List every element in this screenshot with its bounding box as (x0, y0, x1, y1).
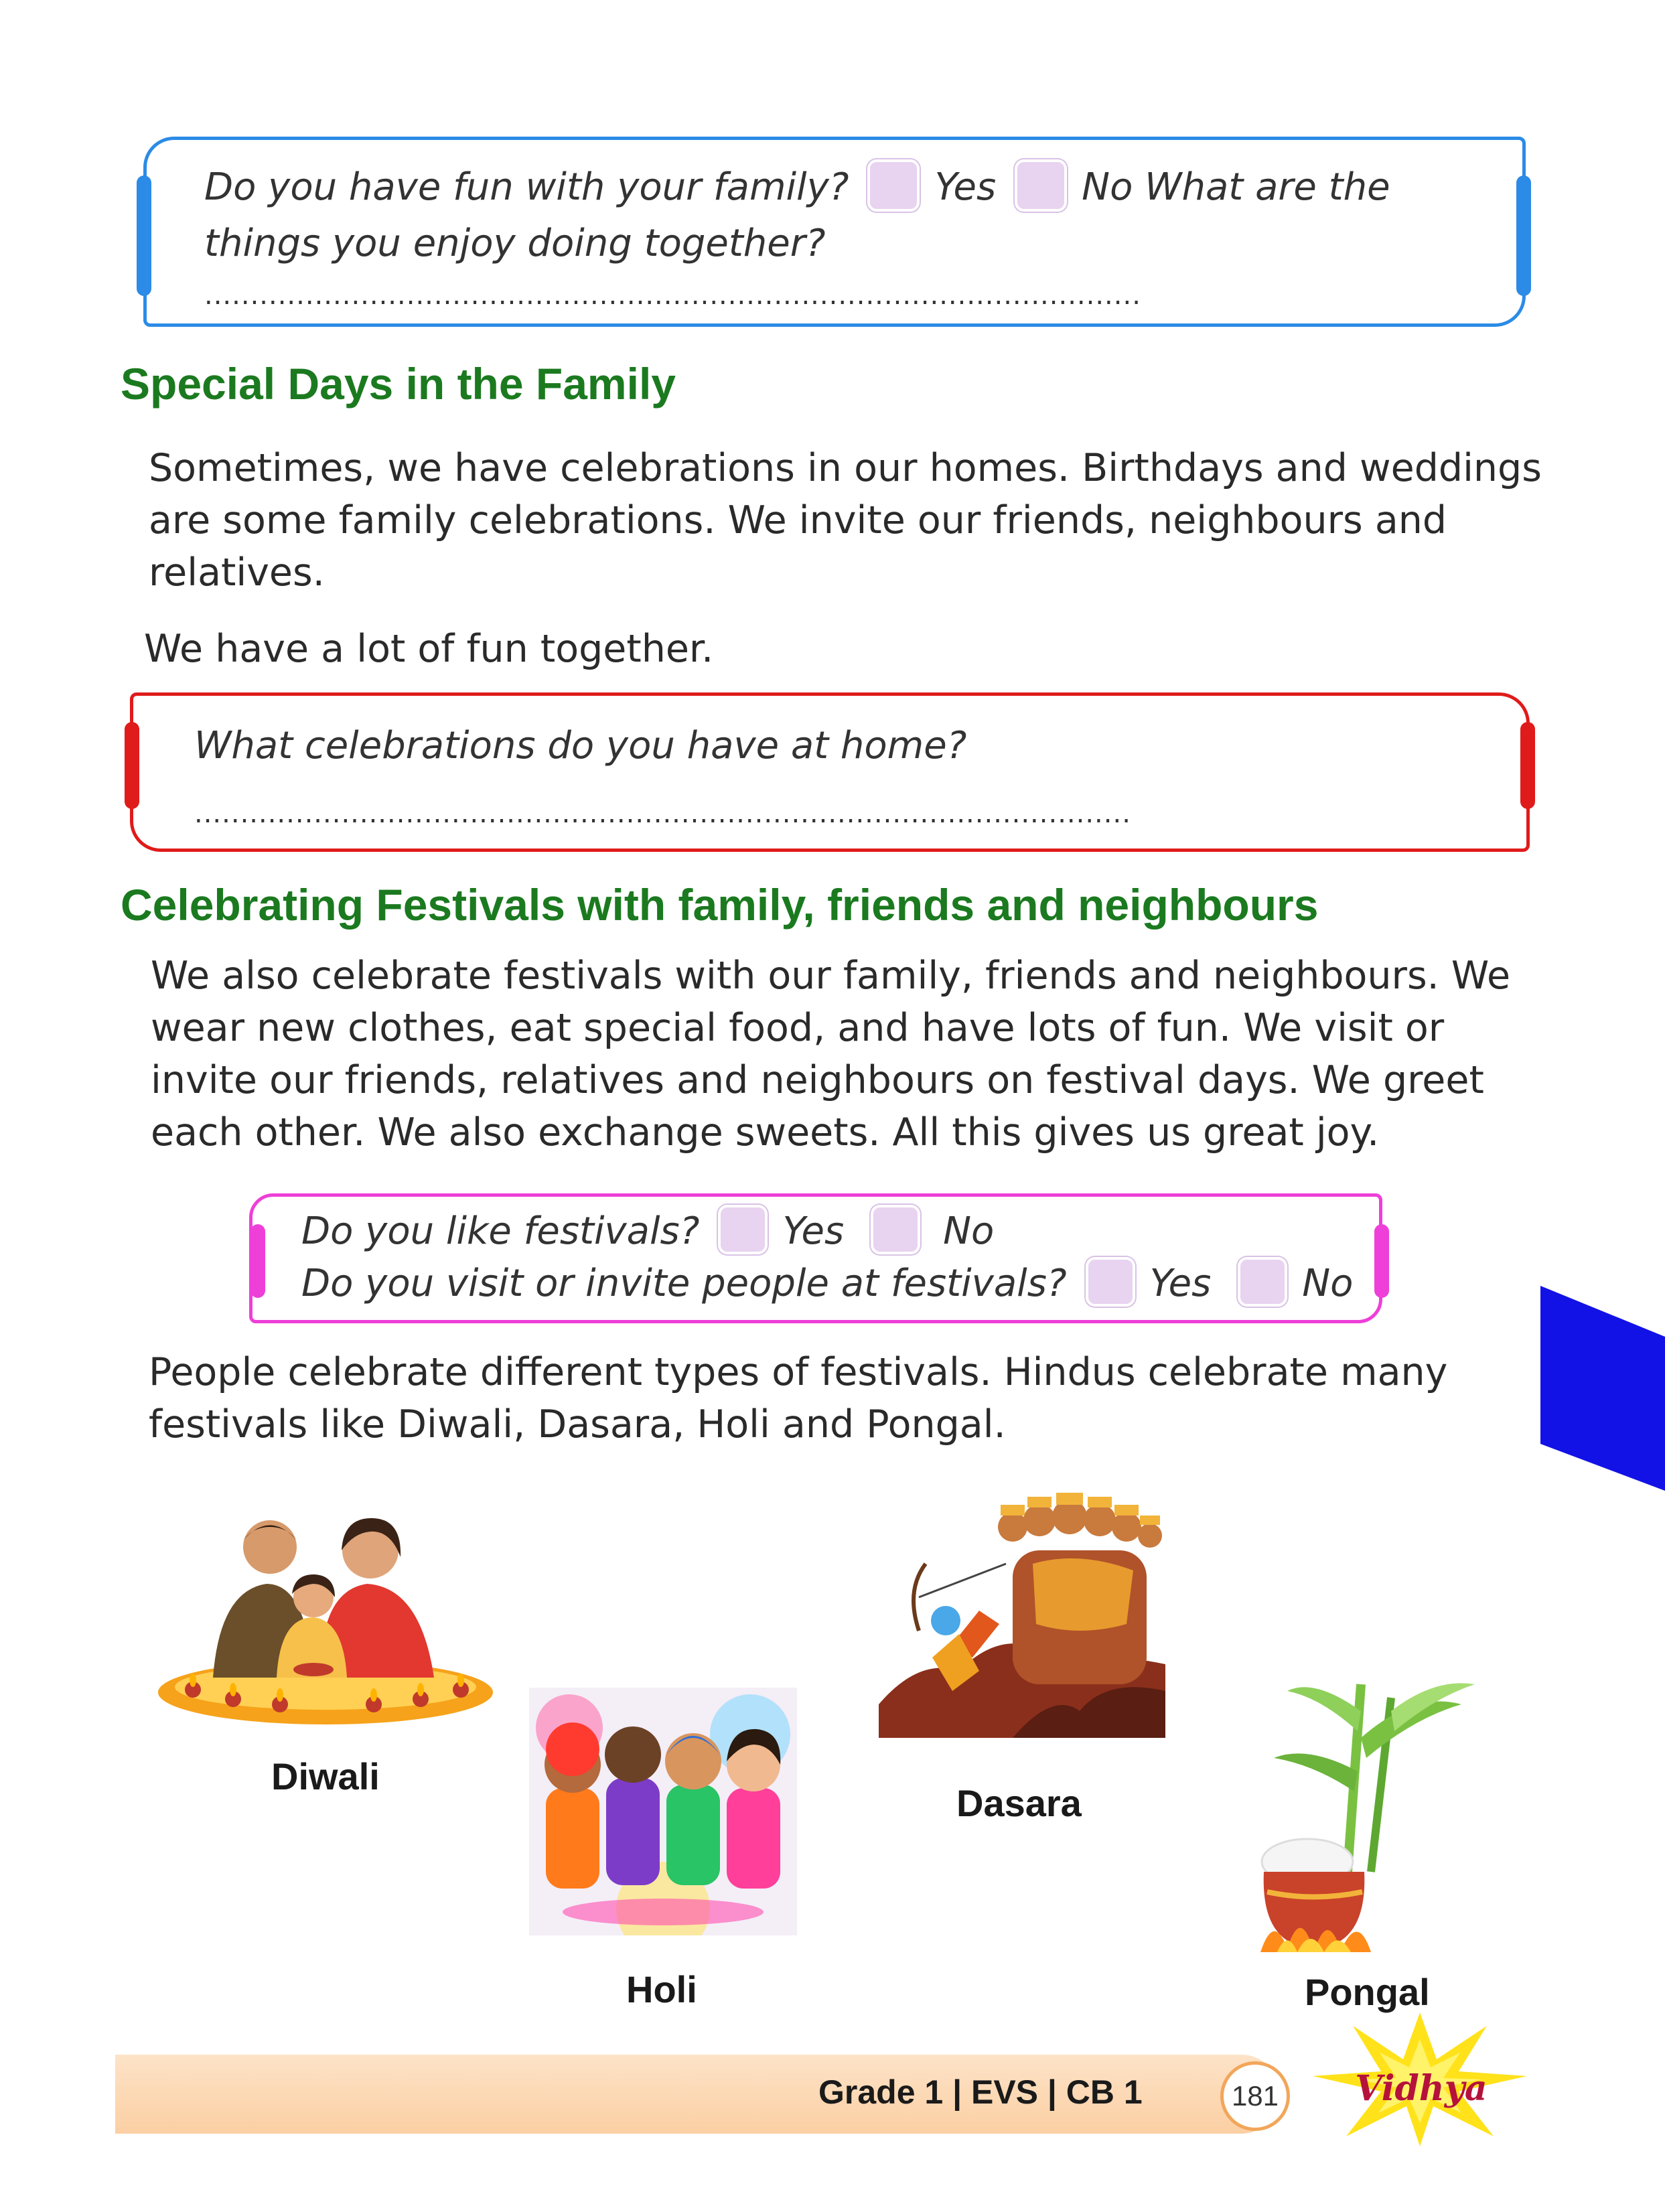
yes-checkbox[interactable] (867, 159, 920, 212)
box3-line1 (301, 1205, 994, 1258)
section-heading-special-days: Special Days in the Family (121, 359, 676, 409)
caption-dasara: Dasara (956, 1782, 1082, 1824)
question-like-festivals: Do you like festivals? (301, 1209, 700, 1253)
box1-question-a: Do you have fun with your family? (204, 165, 849, 209)
paragraph-celebrations: Sometimes, we have celebrations in our homes. Birthdays and weddings are some family celebrations. We invite our friends, neighbours and relatives. (149, 446, 1542, 595)
box-tab-left (137, 175, 151, 296)
yes-checkbox[interactable] (718, 1205, 768, 1254)
paragraph-types-of-festivals: People celebrate different types of festivals. Hindus celebrate many festivals like Diwali, Dasara, Holi and Pongal. (149, 1350, 1448, 1447)
box-tab-left (125, 722, 139, 809)
question-visit-invite: Do you visit or invite people at festivals? (301, 1262, 1067, 1305)
pongal-illustration (1247, 1671, 1495, 1966)
box-tab-right (1516, 175, 1531, 296)
footer-grade-label: Grade 1 | EVS | CB 1 (818, 2073, 1143, 2111)
paragraph-fun-together: We have a lot of fun together. (144, 627, 714, 671)
caption-diwali: Diwali (271, 1755, 380, 1797)
chapter-side-tab (1540, 1286, 1665, 1493)
no-label: No (943, 1209, 995, 1253)
no-checkbox[interactable] (1015, 159, 1067, 212)
section-heading-festivals: Celebrating Festivals with family, friends and neighbours (121, 880, 1319, 930)
yes-checkbox[interactable] (1086, 1257, 1135, 1307)
box2-question: What celebrations do you have at home? (194, 724, 967, 767)
holi-illustration (529, 1688, 797, 1935)
yes-label: Yes (934, 165, 997, 209)
box3-line2 (301, 1258, 1353, 1311)
no-label: No (1302, 1262, 1354, 1305)
box-tab-right (1520, 722, 1535, 809)
paragraph-festivals: We also celebrate festivals with our family, friends and neighbours. We wear new clothes, eat special food, and have lots of fun. We visit or invite our friends, relatives and neighbours on festival days. We greet each other. We also exchange sweets. All this gives us great joy. (151, 954, 1511, 1155)
no-checkbox[interactable] (871, 1205, 920, 1254)
box-tab-left (250, 1224, 265, 1298)
box1-line1 (204, 159, 1390, 216)
diwali-illustration (153, 1510, 498, 1731)
caption-pongal: Pongal (1305, 1971, 1430, 2013)
no-checkbox[interactable] (1238, 1257, 1287, 1307)
dasara-illustration (879, 1490, 1165, 1738)
page-number: 181 (1231, 2080, 1279, 2112)
answer-line[interactable]: ...................................................................................................... (194, 798, 1131, 829)
box-tab-right (1374, 1224, 1389, 1298)
box1-question-b: things you enjoy doing together? (204, 222, 826, 265)
no-label-and-question: No What are the (1082, 165, 1390, 209)
yes-label: Yes (782, 1209, 845, 1253)
caption-holi: Holi (626, 1968, 697, 2010)
yes-label: Yes (1149, 1262, 1212, 1305)
brand-name: Vidhya (1355, 2068, 1488, 2109)
answer-line[interactable]: ...................................................................................................... (204, 280, 1141, 311)
